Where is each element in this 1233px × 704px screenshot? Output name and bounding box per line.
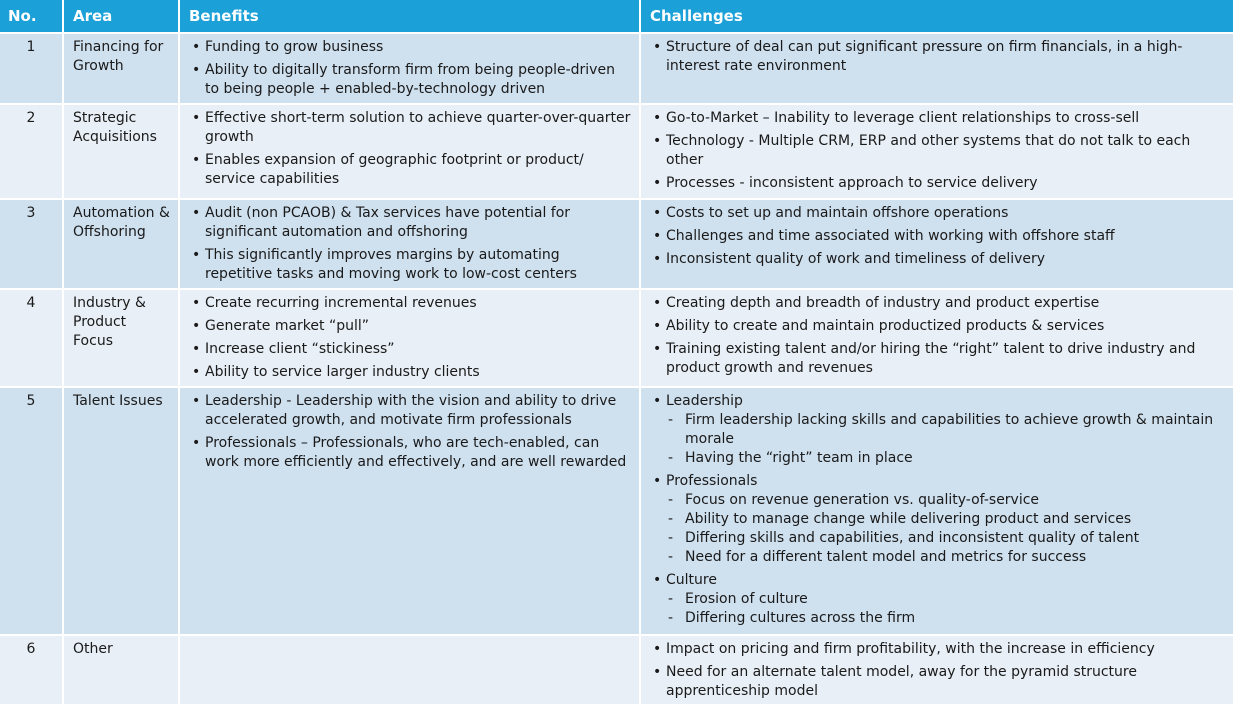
list-item: • Challenges and time associated with working with offshore staff: [650, 227, 1225, 246]
sub-item: - Differing cultures across the firm: [666, 609, 1225, 628]
row-area: Industry & Product Focus: [63, 289, 179, 387]
header-area: Area: [63, 0, 179, 33]
table-row: [0, 199, 1233, 289]
challenge-group: [650, 472, 1225, 567]
row-number: 5: [0, 387, 63, 635]
row-benefits: [179, 635, 640, 704]
list-item: • Processes - inconsistent approach to service delivery: [650, 174, 1225, 193]
header-benefits: Benefits: [179, 0, 640, 33]
row-area: Strategic Acquisitions: [63, 104, 179, 199]
list-item: • Increase client “stickiness”: [189, 340, 631, 359]
list-item: • Training existing talent and/or hiring the “right” talent to drive industry and product growth and revenues: [650, 340, 1225, 378]
row-challenges: [640, 387, 1233, 635]
group-label: Leadership: [666, 393, 743, 409]
sub-item: - Having the “right” team in place: [666, 449, 1225, 468]
table-row: [0, 104, 1233, 199]
list-item: • This significantly improves margins by automating repetitive tasks and moving work to low-cost centers: [189, 246, 631, 284]
row-benefits: [179, 289, 640, 387]
row-area: Financing for Growth: [63, 33, 179, 104]
list-item: • Costs to set up and maintain offshore operations: [650, 204, 1225, 223]
header-row: [0, 0, 1233, 33]
challenge-group: [650, 571, 1225, 628]
group-label: Professionals: [666, 473, 758, 489]
group-label: Culture: [666, 572, 717, 588]
row-benefits: [179, 199, 640, 289]
list-item: • Generate market “pull”: [189, 317, 631, 336]
row-challenges: [640, 199, 1233, 289]
list-item: • Inconsistent quality of work and timeliness of delivery: [650, 250, 1225, 269]
row-number: 6: [0, 635, 63, 704]
row-area: Automation & Offshoring: [63, 199, 179, 289]
list-item: • Go-to-Market – Inability to leverage client relationships to cross-sell: [650, 109, 1225, 128]
list-item: • Enables expansion of geographic footprint or product/ service capabilities: [189, 151, 631, 189]
table-row: [0, 289, 1233, 387]
challenge-group: [650, 392, 1225, 468]
list-item: • Professionals – Professionals, who are tech-enabled, can work more efficiently and effectively, and are well rewarded: [189, 434, 631, 472]
list-item: • Funding to grow business: [189, 38, 631, 57]
list-item: • Leadership - Leadership with the vision and ability to drive accelerated growth, and motivate firm professionals: [189, 392, 631, 430]
list-item: • Ability to create and maintain productized products & services: [650, 317, 1225, 336]
list-item: • Effective short-term solution to achieve quarter-over-quarter growth: [189, 109, 631, 147]
row-challenges: [640, 289, 1233, 387]
row-number: 1: [0, 33, 63, 104]
list-item: • Audit (non PCAOB) & Tax services have potential for significant automation and offshoring: [189, 204, 631, 242]
list-item: • Creating depth and breadth of industry and product expertise: [650, 294, 1225, 313]
row-number: 3: [0, 199, 63, 289]
list-item: • Impact on pricing and firm profitability, with the increase in efficiency: [650, 640, 1225, 659]
sub-item: - Ability to manage change while delivering product and services: [666, 510, 1225, 529]
list-item: • Ability to digitally transform firm from being people-driven to being people + enabled-by-technology driven: [189, 61, 631, 99]
sub-item: - Differing skills and capabilities, and inconsistent quality of talent: [666, 529, 1225, 548]
row-challenges: [640, 104, 1233, 199]
header-challenges: Challenges: [640, 0, 1233, 33]
sub-item: - Need for a different talent model and metrics for success: [666, 548, 1225, 567]
list-item: • Create recurring incremental revenues: [189, 294, 631, 313]
row-benefits: [179, 33, 640, 104]
list-item: • Technology - Multiple CRM, ERP and other systems that do not talk to each other: [650, 132, 1225, 170]
list-item: • Need for an alternate talent model, away for the pyramid structure apprenticeship model: [650, 663, 1225, 701]
header-no: No.: [0, 0, 63, 33]
table-row: [0, 635, 1233, 704]
row-benefits: [179, 387, 640, 635]
row-number: 2: [0, 104, 63, 199]
sub-item: - Firm leadership lacking skills and capabilities to achieve growth & maintain morale: [666, 411, 1225, 449]
sub-item: - Focus on revenue generation vs. quality-of-service: [666, 491, 1225, 510]
row-benefits: [179, 104, 640, 199]
row-area: Other: [63, 635, 179, 704]
list-item: • Structure of deal can put significant pressure on firm financials, in a high-interest rate environment: [650, 38, 1225, 76]
sub-item: - Erosion of culture: [666, 590, 1225, 609]
row-challenges: [640, 635, 1233, 704]
row-area: Talent Issues: [63, 387, 179, 635]
row-challenges: [640, 33, 1233, 104]
table-row: [0, 387, 1233, 635]
table-row: [0, 33, 1233, 104]
row-number: 4: [0, 289, 63, 387]
list-item: • Ability to service larger industry clients: [189, 363, 631, 382]
